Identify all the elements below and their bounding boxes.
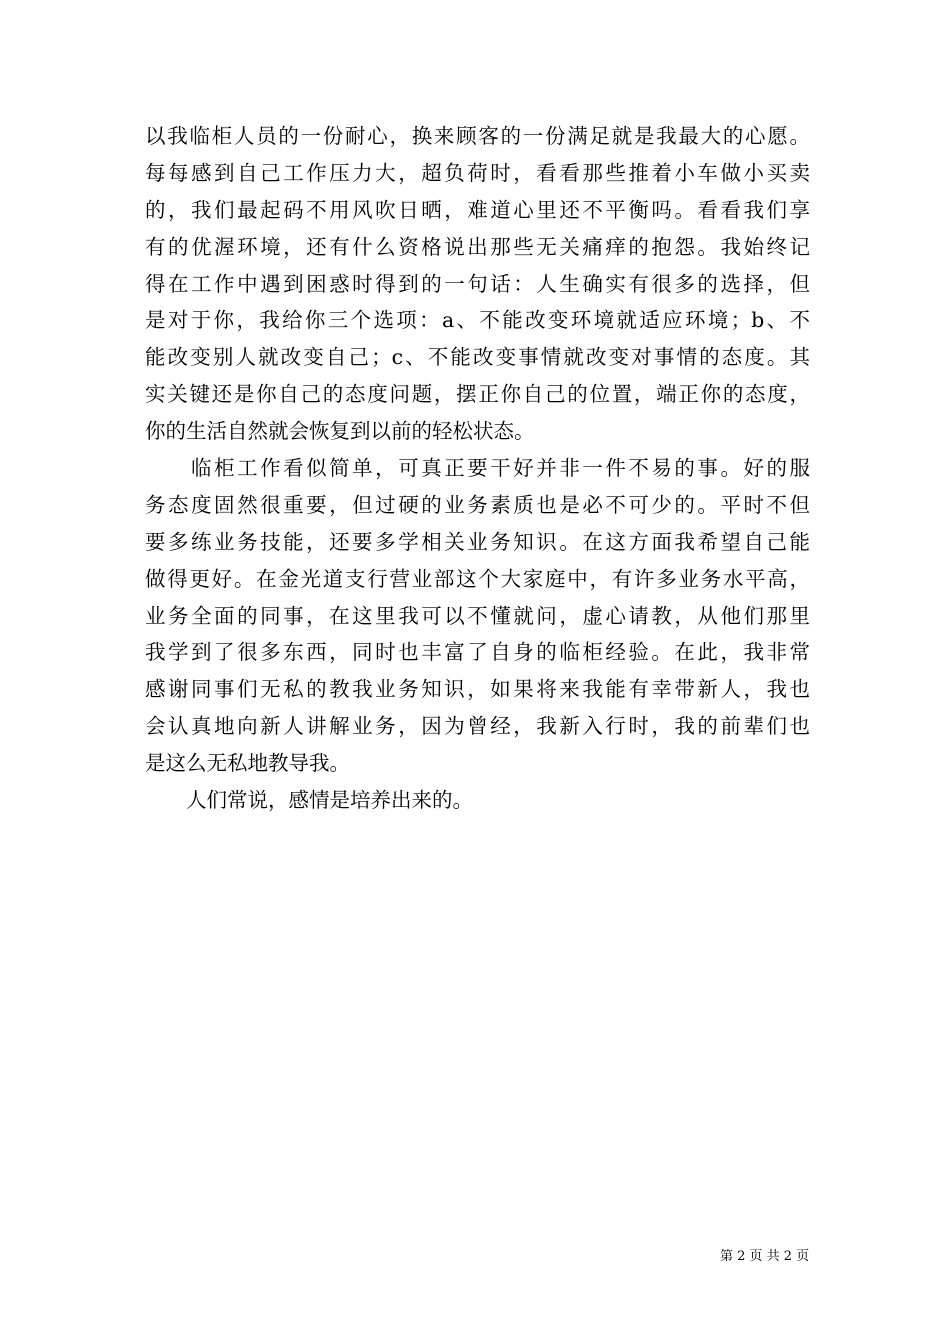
text-line: 的，我们最起码不用风吹日晒，难道心里还不平衡吗。看看我们享	[145, 197, 810, 222]
text-line: 每每感到自己工作压力大，超负荷时，看看那些推着小车做小买卖	[145, 160, 810, 185]
text-line: 临柜工作看似简单，可真正要干好并非一件不易的事。好的服	[145, 456, 810, 481]
text-line: 得在工作中遇到困惑时得到的一句话：人生确实有很多的选择，但	[145, 271, 810, 296]
page-number-footer: 第 2 页 共 2 页	[720, 1249, 810, 1264]
text-line: 人们常说，感情是培养出来的。	[145, 788, 473, 813]
text-line: 做得更好。在金光道支行营业部这个大家庭中，有许多业务水平高，	[145, 566, 810, 591]
text-line: 要多练业务技能，还要多学相关业务知识。在这方面我希望自己能	[145, 529, 810, 554]
document-body	[145, 118, 810, 819]
text-line: 感谢同事们无私的教我业务知识，如果将来我能有幸带新人，我也	[145, 677, 810, 702]
text-line: 实关键还是你自己的态度问题，摆正你自己的位置，端正你的态度，	[145, 382, 810, 407]
text-line: 我学到了很多东西，同时也丰富了自身的临柜经验。在此，我非常	[145, 640, 810, 665]
text-line: 你的生活自然就会恢复到以前的轻松状态。	[145, 419, 535, 444]
text-line: 是这么无私地教导我。	[145, 751, 350, 776]
text-line: 以我临柜人员的一份耐心，换来顾客的一份满足就是我最大的心愿。	[145, 124, 810, 148]
text-line: 能改变别人就改变自己；c、不能改变事情就改变对事情的态度。其	[145, 345, 810, 370]
text-line: 务态度固然很重要，但过硬的业务素质也是必不可少的。平时不但	[145, 492, 810, 517]
text-line: 有的优渥环境，还有什么资格说出那些无关痛痒的抱怨。我始终记	[145, 234, 810, 259]
text-line: 是对于你，我给你三个选项：a、不能改变环境就适应环境；b、不	[145, 308, 810, 333]
text-line: 业务全面的同事，在这里我可以不懂就问，虚心请教，从他们那里	[145, 603, 810, 628]
text-line: 会认真地向新人讲解业务，因为曾经，我新入行时，我的前辈们也	[145, 714, 810, 739]
